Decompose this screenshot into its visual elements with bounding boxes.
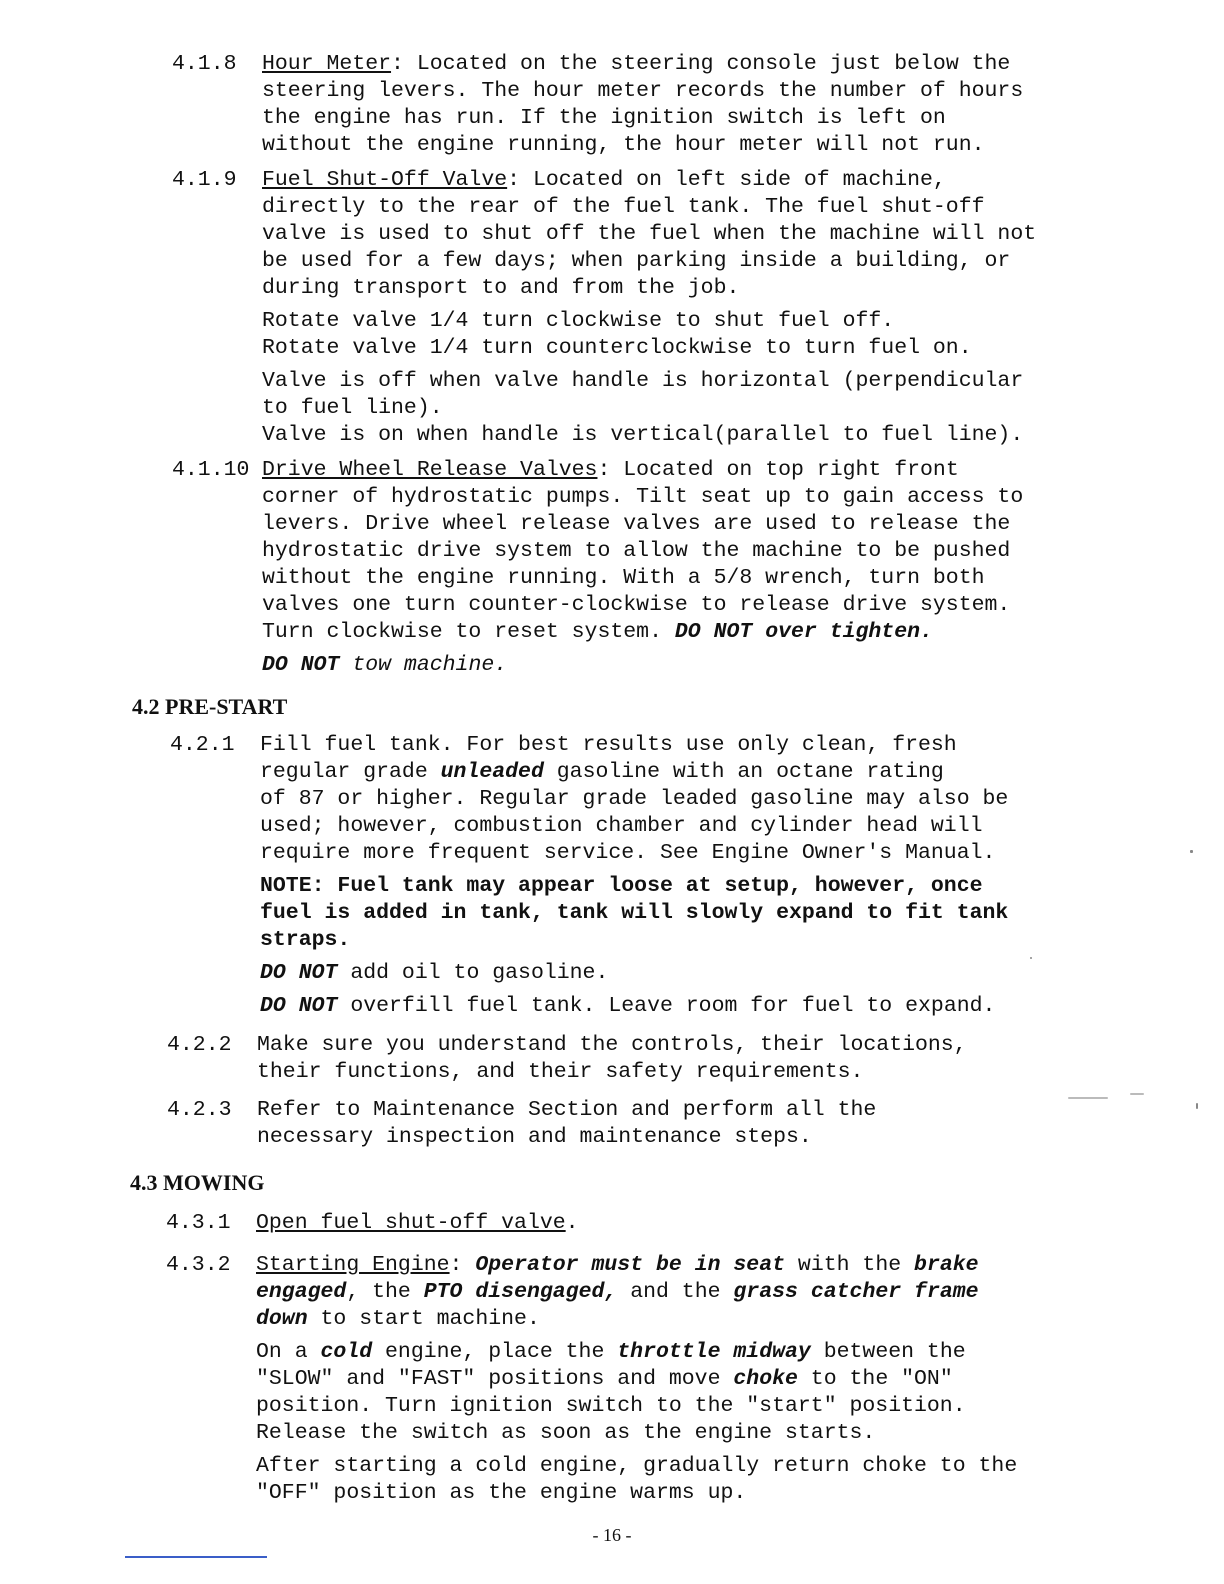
item-number: 4.1.10	[172, 458, 250, 482]
item-text: steering levers. The hour meter records the number of hours	[262, 79, 1024, 103]
emphasis-text: throttle midway	[617, 1340, 811, 1364]
item-text: Valve is on when handle is vertical(parallel to fuel line).	[262, 423, 1024, 447]
item-text: with the	[785, 1253, 915, 1277]
item-text: to fuel line).	[262, 396, 443, 420]
item-text: After starting a cold engine, gradually return choke to the	[256, 1454, 1018, 1478]
scan-speck	[1068, 1097, 1108, 1099]
note-text: straps.	[260, 928, 351, 952]
note-text: fuel is added in tank, tank will slowly expand to fit tank	[260, 901, 1009, 925]
item-text: during transport to and from the job.	[262, 276, 740, 300]
scan-speck	[1030, 957, 1032, 959]
footer-rule	[125, 1556, 267, 1558]
item-text: "SLOW" and "FAST" positions and move	[256, 1367, 734, 1391]
item-text: their functions, and their safety requirements.	[257, 1060, 864, 1084]
item-number: 4.3.2	[166, 1253, 231, 1277]
scan-speck	[1130, 1093, 1144, 1095]
item-text: , the	[346, 1280, 424, 1304]
item-number: 4.2.3	[167, 1098, 232, 1122]
warning-text: DO NOT over tighten.	[674, 620, 933, 644]
item-text: Rotate valve 1/4 turn counterclockwise to turn fuel on.	[262, 336, 972, 360]
item-text: add oil to gasoline.	[337, 961, 609, 985]
item-text: :	[449, 1253, 476, 1277]
emphasis-text: unleaded	[440, 760, 544, 784]
item-text: Refer to Maintenance Section and perform all the	[257, 1098, 877, 1122]
item-text: require more frequent service. See Engine Owner's Manual.	[260, 841, 996, 865]
item-text: to the "ON"	[797, 1367, 953, 1391]
item-text: overfill fuel tank. Leave room for fuel to expand.	[337, 994, 996, 1018]
warning-text: tow machine.	[339, 653, 508, 677]
item-text: Fill fuel tank. For best results use only clean, fresh	[260, 733, 957, 757]
item-text: On a	[256, 1340, 321, 1364]
item-heading: Open fuel shut-off valve	[256, 1211, 566, 1235]
item-number: 4.3.1	[166, 1211, 231, 1235]
item-4-1-9	[172, 167, 1072, 449]
item-text: Turn clockwise to reset system.	[262, 620, 675, 644]
item-text: "OFF" position as the engine warms up.	[256, 1481, 747, 1505]
item-text: Make sure you understand the controls, their locations,	[257, 1033, 967, 1057]
emphasis-text: cold	[320, 1340, 373, 1364]
item-text: hydrostatic drive system to allow the machine to be pushed	[262, 539, 1011, 563]
item-text: necessary inspection and maintenance steps.	[257, 1125, 812, 1149]
item-number: 4.2.1	[170, 733, 235, 757]
item-text: Valve is off when valve handle is horizontal (perpendicular	[262, 369, 1024, 393]
section-heading-pre-start: 4.2 PRE-START	[132, 694, 288, 719]
item-heading: Drive Wheel Release Valves	[262, 458, 598, 482]
section-heading-mowing: 4.3 MOWING	[130, 1170, 265, 1195]
item-text: valves one turn counter-clockwise to release drive system.	[262, 593, 1011, 617]
item-text: : Located on left side of machine,	[507, 168, 946, 192]
item-number: 4.1.8	[172, 52, 237, 76]
item-heading: Starting Engine	[256, 1253, 450, 1277]
item-4-2-2	[167, 1032, 1067, 1086]
item-text: corner of hydrostatic pumps. Tilt seat up to gain access to	[262, 485, 1024, 509]
item-number: 4.1.9	[172, 168, 237, 192]
emphasis-text: Operator must be in seat	[475, 1253, 786, 1277]
item-number: 4.2.2	[167, 1033, 232, 1057]
item-4-2-3	[167, 1097, 1067, 1151]
item-text: position. Turn ignition switch to the "start" position.	[256, 1394, 966, 1418]
item-text: to start machine.	[307, 1307, 540, 1331]
item-heading: Hour Meter	[262, 52, 392, 76]
emphasis-text: down	[256, 1307, 308, 1331]
item-text: the engine has run. If the ignition switch is left on	[262, 106, 946, 130]
emphasis-text: engaged	[256, 1280, 347, 1304]
item-text: of 87 or higher. Regular grade leaded gasoline may also be	[260, 787, 1009, 811]
item-text: levers. Drive wheel release valves are used to release the	[262, 512, 1011, 536]
emphasis-text: grass catcher frame	[733, 1280, 979, 1304]
item-text: and the	[617, 1280, 734, 1304]
item-text: .	[565, 1211, 579, 1235]
emphasis-text: PTO disengaged,	[423, 1280, 618, 1304]
emphasis-text: brake	[914, 1253, 979, 1277]
item-text: gasoline with an octane rating	[543, 760, 944, 784]
item-text: between the	[810, 1340, 966, 1364]
item-4-3-1	[166, 1210, 1066, 1237]
item-text: : Located on top right front	[597, 458, 959, 482]
item-text: without the engine running. With a 5/8 wrench, turn both	[262, 566, 985, 590]
item-text: without the engine running, the hour meter will not run.	[262, 133, 985, 157]
emphasis-text: choke	[733, 1367, 798, 1391]
item-text: : Located on the steering console just below the	[391, 52, 1011, 76]
item-4-2-1	[170, 732, 1070, 1020]
item-text: be used for a few days; when parking inside a building, or	[262, 249, 1011, 273]
note-text: NOTE: Fuel tank may appear loose at setup, however, once	[260, 874, 983, 898]
warning-text: DO NOT	[262, 653, 340, 677]
item-4-1-8	[172, 51, 1072, 159]
item-text: regular grade	[260, 760, 441, 784]
warning-text: DO NOT	[260, 961, 338, 985]
item-4-3-2	[166, 1252, 1066, 1507]
warning-text: DO NOT	[260, 994, 338, 1018]
item-text: used; however, combustion chamber and cylinder head will	[260, 814, 983, 838]
item-text: Rotate valve 1/4 turn clockwise to shut fuel off.	[262, 309, 895, 333]
item-text: engine, place the	[372, 1340, 618, 1364]
item-text: Release the switch as soon as the engine starts.	[256, 1421, 876, 1445]
item-4-1-10	[172, 457, 1072, 679]
scan-speck	[1190, 850, 1193, 853]
scan-speck	[1196, 1103, 1198, 1109]
page-number: - 16 -	[592, 1525, 632, 1545]
item-text: directly to the rear of the fuel tank. The fuel shut-off	[262, 195, 985, 219]
item-text: valve is used to shut off the fuel when the machine will not	[262, 222, 1037, 246]
item-heading: Fuel Shut-Off Valve	[262, 168, 508, 192]
